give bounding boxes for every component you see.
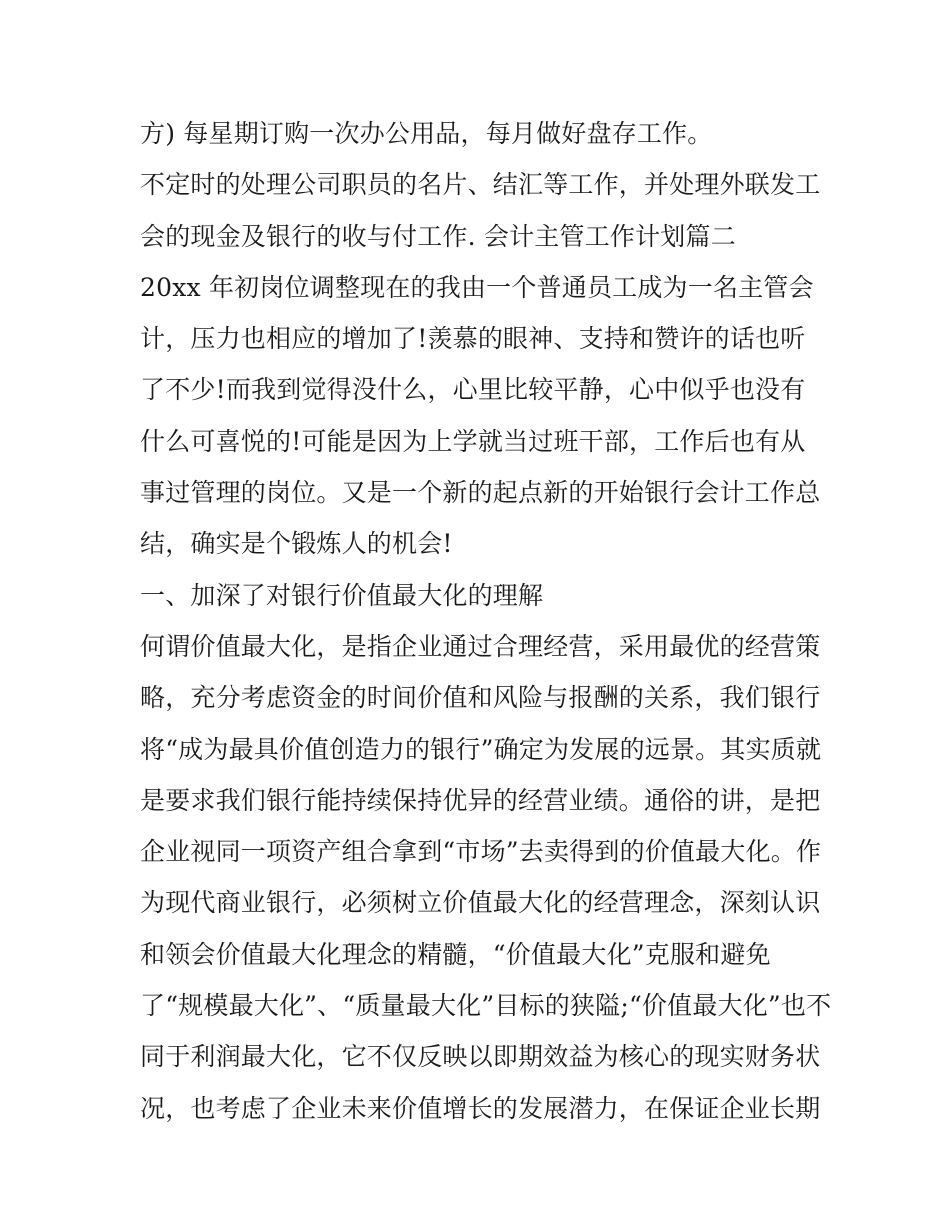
- text-line: 和领会价值最大化理念的精髓，“价值最大化”克服和避免: [140, 939, 771, 969]
- text-line: 计，压力也相应的增加了!羡慕的眼神、支持和赞许的话也听: [140, 324, 806, 354]
- text-line: 20xx 年初岗位调整现在的我由一个普通员工成为一名主管会: [140, 272, 814, 302]
- text-line: 不定时的处理公司职员的名片、结汇等工作，并处理外联发工: [140, 170, 821, 200]
- section-heading: 一、加深了对银行价值最大化的理解: [140, 580, 544, 610]
- text-line: 是要求我们银行能持续保持优异的经营业绩。通俗的讲，是把: [140, 785, 821, 815]
- text-line: 结，确实是个锻炼人的机会!: [140, 529, 453, 559]
- text-line: 为现代商业银行，必须树立价值最大化的经营理念，深刻认识: [140, 888, 821, 918]
- text-line: 了不少!而我到觉得没什么，心里比较平静，心中似乎也没有: [140, 375, 806, 405]
- text-line: 企业视同一项资产组合拿到“市场”去卖得到的价值最大化。作: [140, 837, 822, 867]
- text-line: 将“成为最具价值创造力的银行”确定为发展的远景。其实质就: [140, 734, 822, 764]
- text-line: 何谓价值最大化，是指企业通过合理经营，采用最优的经营策: [140, 631, 821, 661]
- text-line: 况，也考虑了企业未来价值增长的发展潜力，在保证企业长期: [140, 1093, 821, 1123]
- text-line: 会的现金及银行的收与付工作. 会计主管工作计划篇二: [140, 221, 736, 251]
- text-line: 什么可喜悦的!可能是因为上学就当过班干部，工作后也有从: [140, 426, 806, 456]
- text-line: 同于利润最大化，它不仅反映以即期效益为核心的现实财务状: [140, 1042, 821, 1072]
- text-line: 方) 每星期订购一次办公用品，每月做好盘存工作。: [140, 119, 713, 148]
- text-line: 事过管理的岗位。又是一个新的起点新的开始银行会计工作总: [140, 478, 821, 508]
- text-line: 了“规模最大化”、“质量最大化”目标的狭隘;“价值最大化”也不: [140, 991, 832, 1021]
- document-body: [140, 108, 832, 1134]
- text-line: 略，充分考虑资金的时间价值和风险与报酬的关系，我们银行: [140, 683, 821, 713]
